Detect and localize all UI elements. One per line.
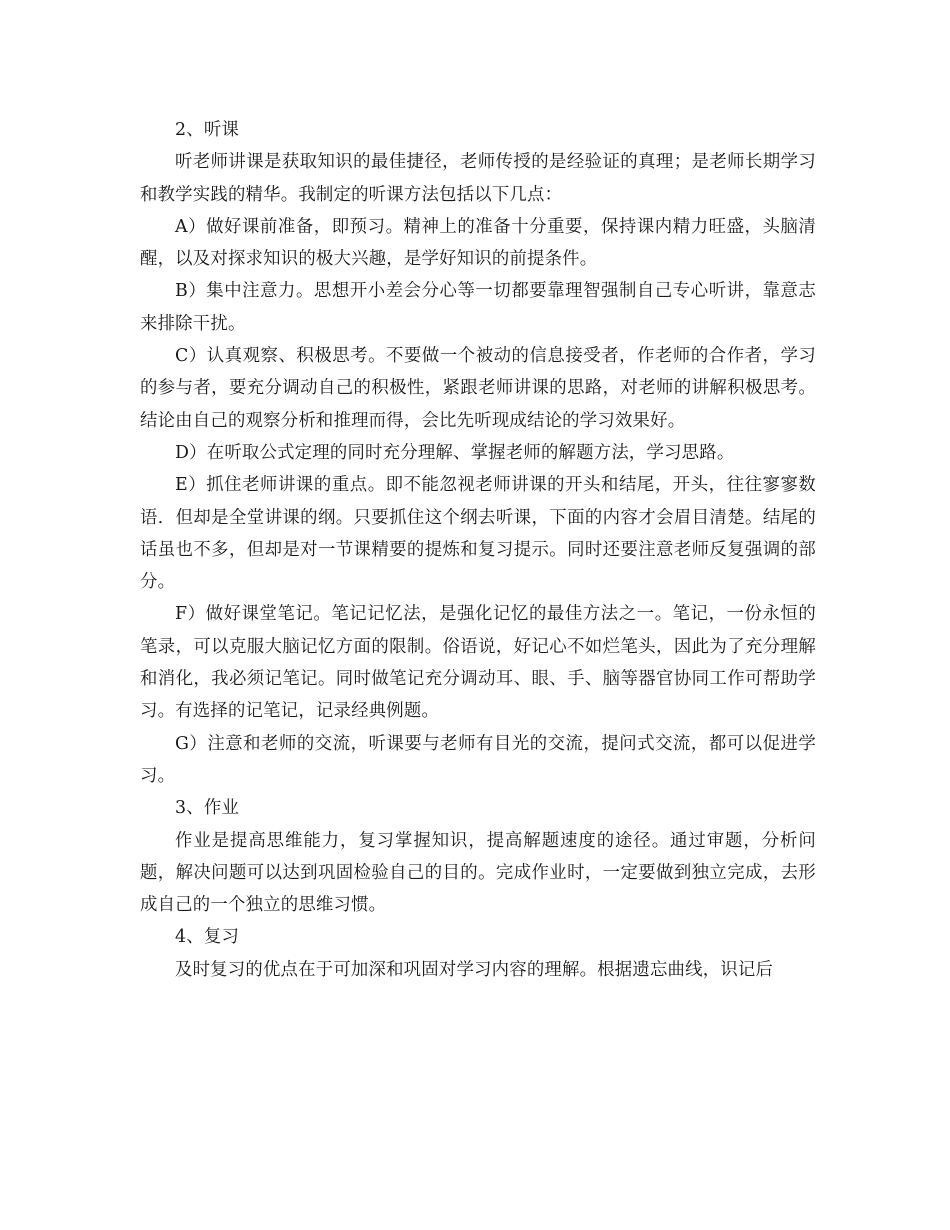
section-heading-review: 4、复习: [175, 927, 240, 948]
list-item-b-attention: B）集中注意力。思想开小差会分心等一切都要靠理智强制自己专心听讲，靠意志来排除干扰。: [140, 281, 816, 334]
list-item-a-preview: A）做好课前准备，即预习。精神上的准备十分重要，保持课内精力旺盛，头脑清醒，以及对探求知识的极大兴趣，是学好知识的前提条件。: [140, 216, 816, 270]
list-item-d-formulas: D）在听取公式定理的同时充分理解、掌握老师的解题方法，学习思路。: [175, 442, 735, 463]
list-item-c-observe-think: C）认真观察、积极思考。不要做一个被动的信息接受者，作老师的合作者，学习的参与者，要充分调动自己的积极性，紧跟老师讲课的思路，对老师的讲解积极思考。结论由自己的观察分析和推理而得，会比先听现成结论的学习效果好。: [140, 346, 816, 431]
section-heading-homework: 3、作业: [175, 798, 240, 819]
paragraph-review: 及时复习的优点在于可加深和巩固对学习内容的理解。根据遗忘曲线，识记后: [175, 959, 774, 980]
list-item-e-key-points: E）抓住老师讲课的重点。即不能忽视老师讲课的开头和结尾，开头，往往寥寥数语．但却是全堂讲课的纲。只要抓住这个纲去听课，下面的内容才会眉目清楚。结尾的话虽也不多，但却是对一节课精要的提炼和复习提示。同时还要注意老师反复强调的部分。: [140, 475, 816, 593]
section-heading-listening: 2、听课: [175, 120, 240, 140]
list-item-g-communication: G）注意和老师的交流，听课要与老师有目光的交流，提问式交流，都可以促进学习。: [140, 733, 816, 786]
paragraph-homework: 作业是提高思维能力，复习掌握知识，提高解题速度的途径。通过审题，分析问题，解决问题可以达到巩固检验自己的目的。完成作业时，一定要做到独立完成，去形成自己的一个独立的思维习惯。: [140, 830, 816, 916]
document-body: [140, 114, 816, 986]
paragraph-listening-intro: 听老师讲课是获取知识的最佳捷径，老师传授的是经验证的真理；是老师长期学习和教学实践的精华。我制定的听课方法包括以下几点：: [140, 152, 816, 205]
list-item-f-notes: F）做好课堂笔记。笔记记忆法，是强化记忆的最佳方法之一。笔记，一份永恒的笔录，可以克服大脑记忆方面的限制。俗语说，好记心不如烂笔头，因此为了充分理解和消化，我必须记笔记。同时做笔记充分调动耳、眼、手、脑等器官协同工作可帮助学习。有选择的记笔记，记录经典例题。: [140, 604, 816, 722]
